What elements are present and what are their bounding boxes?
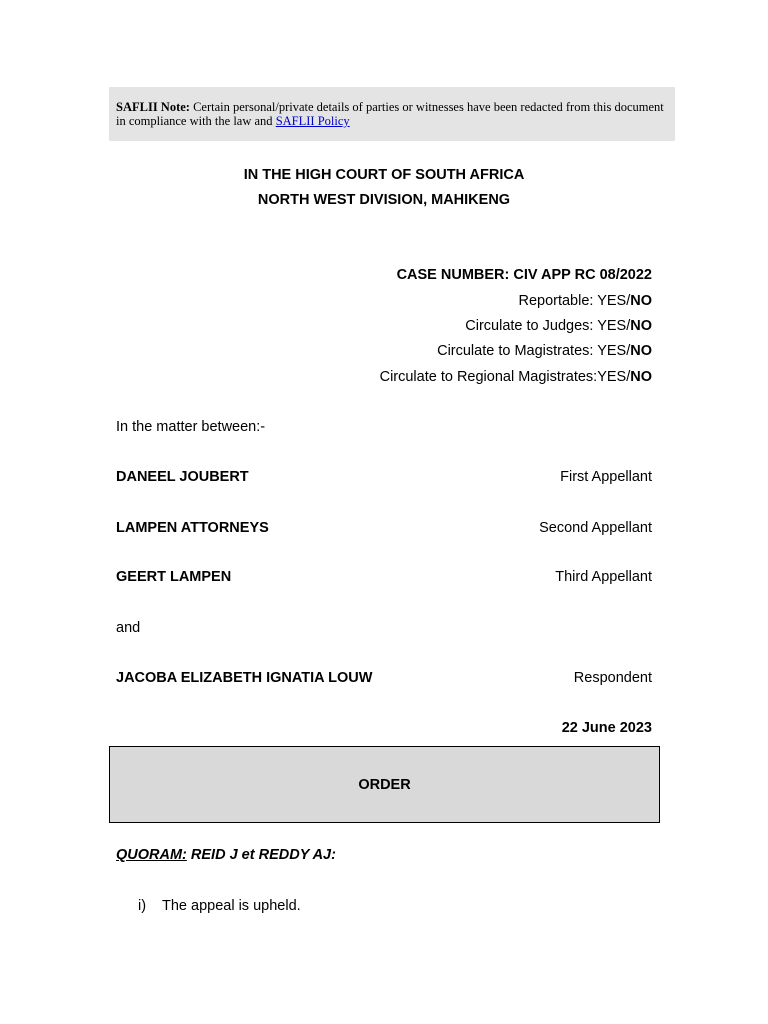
party-row — [116, 469, 652, 485]
quorum-text: REID J et REDDY AJ: — [186, 847, 336, 863]
party-name: GEERT LAMPEN — [116, 569, 232, 585]
order-item — [138, 898, 301, 914]
flag-label: Circulate to Regional Magistrates:YES/ — [379, 369, 631, 385]
party-row — [116, 520, 652, 536]
respondent-row — [116, 670, 652, 686]
party-role: Third Appellant — [555, 569, 652, 585]
party-role: First Appellant — [560, 469, 652, 485]
flag-value: NO — [630, 293, 652, 309]
court-division: NORTH WEST DIVISION, MAHIKENG — [257, 192, 511, 208]
flag-label: Circulate to Magistrates: YES/ — [437, 343, 631, 359]
respondent-role: Respondent — [573, 670, 652, 686]
party-role: Second Appellant — [539, 520, 652, 536]
circulate-regional-magistrates-flag — [380, 369, 652, 385]
order-item-text: The appeal is upheld. — [162, 898, 301, 914]
and-text: and — [116, 620, 141, 636]
flag-value: NO — [630, 369, 652, 385]
party-row — [116, 569, 652, 585]
party-name: LAMPEN ATTORNEYS — [116, 520, 269, 536]
order-item-number: i) — [138, 898, 147, 914]
flag-value: NO — [630, 318, 652, 334]
circulate-magistrates-flag — [437, 343, 652, 359]
order-heading: ORDER — [358, 776, 411, 793]
quorum-label: QUORAM: — [116, 847, 187, 863]
case-number: CASE NUMBER: CIV APP RC 08/2022 — [396, 267, 652, 283]
respondent-name: JACOBA ELIZABETH IGNATIA LOUW — [116, 670, 373, 686]
quorum — [116, 847, 336, 863]
flag-label: Reportable: YES/ — [518, 293, 631, 309]
flag-label: Circulate to Judges: YES/ — [465, 318, 631, 334]
court-name: IN THE HIGH COURT OF SOUTH AFRICA — [243, 167, 525, 183]
order-heading-box — [109, 746, 660, 823]
flag-value: NO — [630, 343, 652, 359]
judgment-date: 22 June 2023 — [561, 720, 652, 736]
circulate-judges-flag — [465, 318, 652, 334]
note-text: Certain personal/private details of parties or witnesses have been redacted from this document in compliance with the law and — [116, 100, 664, 128]
party-name: DANEEL JOUBERT — [116, 469, 249, 485]
note-label: SAFLII Note: — [116, 100, 190, 114]
matter-intro: In the matter between:- — [116, 419, 266, 435]
reportable-flag — [518, 293, 652, 309]
saflii-policy-link[interactable]: SAFLII Policy — [275, 114, 350, 128]
saflii-note — [109, 87, 675, 141]
